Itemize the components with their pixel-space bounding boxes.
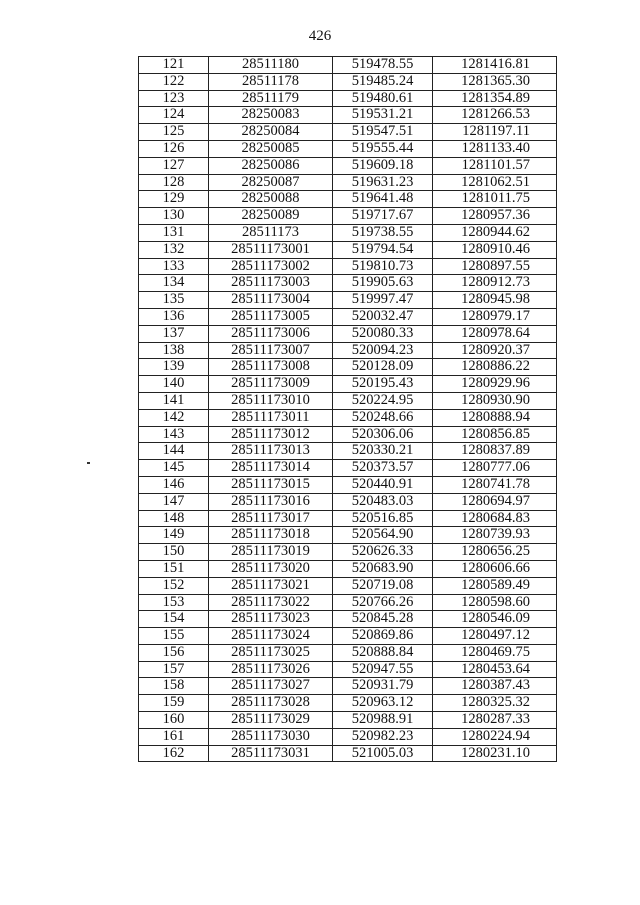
- point-id-cell: 28250083: [209, 107, 333, 124]
- x-coordinate-cell: 519738.55: [333, 224, 433, 241]
- table-row: [139, 376, 557, 393]
- y-coordinate-cell: 1280694.97: [433, 493, 557, 510]
- table-row: [139, 57, 557, 74]
- table-row: [139, 493, 557, 510]
- row-number-cell: 144: [139, 443, 209, 460]
- row-number-cell: 157: [139, 661, 209, 678]
- coordinate-table: [138, 56, 557, 762]
- y-coordinate-cell: 1280739.93: [433, 527, 557, 544]
- y-coordinate-cell: 1280944.62: [433, 224, 557, 241]
- table-row: [139, 745, 557, 762]
- x-coordinate-cell: 519485.24: [333, 73, 433, 90]
- x-coordinate-cell: 520224.95: [333, 392, 433, 409]
- table-row: [139, 325, 557, 342]
- row-number-cell: 155: [139, 628, 209, 645]
- point-id-cell: 28511173023: [209, 611, 333, 628]
- x-coordinate-cell: 519631.23: [333, 174, 433, 191]
- point-id-cell: 28511173027: [209, 678, 333, 695]
- point-id-cell: 28250088: [209, 191, 333, 208]
- row-number-cell: 161: [139, 728, 209, 745]
- point-id-cell: 28511173007: [209, 342, 333, 359]
- table-row: [139, 157, 557, 174]
- x-coordinate-cell: 520719.08: [333, 577, 433, 594]
- row-number-cell: 125: [139, 124, 209, 141]
- table-row: [139, 611, 557, 628]
- point-id-cell: 28511173006: [209, 325, 333, 342]
- row-number-cell: 154: [139, 611, 209, 628]
- table-row: [139, 140, 557, 157]
- table-row: [139, 644, 557, 661]
- point-id-cell: 28511173001: [209, 241, 333, 258]
- table-row: [139, 661, 557, 678]
- row-number-cell: 128: [139, 174, 209, 191]
- row-number-cell: 143: [139, 426, 209, 443]
- point-id-cell: 28511173015: [209, 476, 333, 493]
- x-coordinate-cell: 520982.23: [333, 728, 433, 745]
- table-row: [139, 107, 557, 124]
- y-coordinate-cell: 1280325.32: [433, 695, 557, 712]
- y-coordinate-cell: 1281062.51: [433, 174, 557, 191]
- coordinate-table-body: [139, 57, 557, 762]
- y-coordinate-cell: 1280287.33: [433, 712, 557, 729]
- y-coordinate-cell: 1280910.46: [433, 241, 557, 258]
- y-coordinate-cell: 1280684.83: [433, 510, 557, 527]
- table-row: [139, 560, 557, 577]
- point-id-cell: 28511173030: [209, 728, 333, 745]
- x-coordinate-cell: 520564.90: [333, 527, 433, 544]
- y-coordinate-cell: 1280945.98: [433, 292, 557, 309]
- x-coordinate-cell: 519480.61: [333, 90, 433, 107]
- table-row: [139, 308, 557, 325]
- row-number-cell: 148: [139, 510, 209, 527]
- y-coordinate-cell: 1280224.94: [433, 728, 557, 745]
- row-number-cell: 159: [139, 695, 209, 712]
- x-coordinate-cell: 520947.55: [333, 661, 433, 678]
- row-number-cell: 145: [139, 460, 209, 477]
- table-row: [139, 728, 557, 745]
- point-id-cell: 28250089: [209, 208, 333, 225]
- point-id-cell: 28511173017: [209, 510, 333, 527]
- point-id-cell: 28511173008: [209, 359, 333, 376]
- y-coordinate-cell: 1280979.17: [433, 308, 557, 325]
- y-coordinate-cell: 1281266.53: [433, 107, 557, 124]
- row-number-cell: 127: [139, 157, 209, 174]
- row-number-cell: 135: [139, 292, 209, 309]
- table-row: [139, 292, 557, 309]
- point-id-cell: 28511173018: [209, 527, 333, 544]
- x-coordinate-cell: 520963.12: [333, 695, 433, 712]
- x-coordinate-cell: 520988.91: [333, 712, 433, 729]
- x-coordinate-cell: 519641.48: [333, 191, 433, 208]
- y-coordinate-cell: 1280598.60: [433, 594, 557, 611]
- row-number-cell: 151: [139, 560, 209, 577]
- row-number-cell: 130: [139, 208, 209, 225]
- table-row: [139, 275, 557, 292]
- y-coordinate-cell: 1281197.11: [433, 124, 557, 141]
- y-coordinate-cell: 1280856.85: [433, 426, 557, 443]
- y-coordinate-cell: 1280888.94: [433, 409, 557, 426]
- row-number-cell: 156: [139, 644, 209, 661]
- point-id-cell: 28511173019: [209, 544, 333, 561]
- y-coordinate-cell: 1280453.64: [433, 661, 557, 678]
- table-row: [139, 577, 557, 594]
- point-id-cell: 28511173031: [209, 745, 333, 762]
- table-row: [139, 90, 557, 107]
- point-id-cell: 28511173: [209, 224, 333, 241]
- table-row: [139, 208, 557, 225]
- table-row: [139, 359, 557, 376]
- point-id-cell: 28511173026: [209, 661, 333, 678]
- x-coordinate-cell: 520080.33: [333, 325, 433, 342]
- y-coordinate-cell: 1280930.90: [433, 392, 557, 409]
- x-coordinate-cell: 520626.33: [333, 544, 433, 561]
- table-row: [139, 628, 557, 645]
- row-number-cell: 122: [139, 73, 209, 90]
- y-coordinate-cell: 1281354.89: [433, 90, 557, 107]
- row-number-cell: 160: [139, 712, 209, 729]
- row-number-cell: 141: [139, 392, 209, 409]
- x-coordinate-cell: 520032.47: [333, 308, 433, 325]
- table-row: [139, 258, 557, 275]
- point-id-cell: 28511173011: [209, 409, 333, 426]
- row-number-cell: 153: [139, 594, 209, 611]
- point-id-cell: 28511173021: [209, 577, 333, 594]
- y-coordinate-cell: 1280886.22: [433, 359, 557, 376]
- row-number-cell: 124: [139, 107, 209, 124]
- x-coordinate-cell: 519905.63: [333, 275, 433, 292]
- x-coordinate-cell: 519794.54: [333, 241, 433, 258]
- table-row: [139, 342, 557, 359]
- point-id-cell: 28511173002: [209, 258, 333, 275]
- row-number-cell: 147: [139, 493, 209, 510]
- row-number-cell: 140: [139, 376, 209, 393]
- y-coordinate-cell: 1280387.43: [433, 678, 557, 695]
- y-coordinate-cell: 1280897.55: [433, 258, 557, 275]
- x-coordinate-cell: 521005.03: [333, 745, 433, 762]
- row-number-cell: 137: [139, 325, 209, 342]
- y-coordinate-cell: 1280837.89: [433, 443, 557, 460]
- x-coordinate-cell: 520330.21: [333, 443, 433, 460]
- y-coordinate-cell: 1280469.75: [433, 644, 557, 661]
- table-row: [139, 224, 557, 241]
- row-number-cell: 162: [139, 745, 209, 762]
- x-coordinate-cell: 519555.44: [333, 140, 433, 157]
- point-id-cell: 28250084: [209, 124, 333, 141]
- stray-dot: [87, 462, 90, 464]
- table-row: [139, 124, 557, 141]
- point-id-cell: 28511173003: [209, 275, 333, 292]
- row-number-cell: 136: [139, 308, 209, 325]
- point-id-cell: 28511173025: [209, 644, 333, 661]
- x-coordinate-cell: 520888.84: [333, 644, 433, 661]
- x-coordinate-cell: 520094.23: [333, 342, 433, 359]
- row-number-cell: 132: [139, 241, 209, 258]
- table-row: [139, 460, 557, 477]
- y-coordinate-cell: 1280777.06: [433, 460, 557, 477]
- table-row: [139, 409, 557, 426]
- table-row: [139, 241, 557, 258]
- x-coordinate-cell: 520128.09: [333, 359, 433, 376]
- row-number-cell: 150: [139, 544, 209, 561]
- row-number-cell: 121: [139, 57, 209, 74]
- table-row: [139, 174, 557, 191]
- row-number-cell: 146: [139, 476, 209, 493]
- row-number-cell: 126: [139, 140, 209, 157]
- point-id-cell: 28250086: [209, 157, 333, 174]
- y-coordinate-cell: 1280741.78: [433, 476, 557, 493]
- y-coordinate-cell: 1280978.64: [433, 325, 557, 342]
- x-coordinate-cell: 520440.91: [333, 476, 433, 493]
- y-coordinate-cell: 1280912.73: [433, 275, 557, 292]
- x-coordinate-cell: 519717.67: [333, 208, 433, 225]
- y-coordinate-cell: 1280497.12: [433, 628, 557, 645]
- row-number-cell: 123: [139, 90, 209, 107]
- point-id-cell: 28511173028: [209, 695, 333, 712]
- table-row: [139, 476, 557, 493]
- x-coordinate-cell: 520248.66: [333, 409, 433, 426]
- point-id-cell: 28511173009: [209, 376, 333, 393]
- point-id-cell: 28511173004: [209, 292, 333, 309]
- x-coordinate-cell: 519609.18: [333, 157, 433, 174]
- row-number-cell: 139: [139, 359, 209, 376]
- x-coordinate-cell: 519810.73: [333, 258, 433, 275]
- x-coordinate-cell: 520766.26: [333, 594, 433, 611]
- table-row: [139, 73, 557, 90]
- point-id-cell: 28250087: [209, 174, 333, 191]
- table-row: [139, 426, 557, 443]
- y-coordinate-cell: 1280231.10: [433, 745, 557, 762]
- y-coordinate-cell: 1281365.30: [433, 73, 557, 90]
- table-row: [139, 392, 557, 409]
- x-coordinate-cell: 519997.47: [333, 292, 433, 309]
- row-number-cell: 142: [139, 409, 209, 426]
- y-coordinate-cell: 1280546.09: [433, 611, 557, 628]
- row-number-cell: 152: [139, 577, 209, 594]
- row-number-cell: 131: [139, 224, 209, 241]
- point-id-cell: 28511173022: [209, 594, 333, 611]
- y-coordinate-cell: 1281101.57: [433, 157, 557, 174]
- row-number-cell: 129: [139, 191, 209, 208]
- row-number-cell: 133: [139, 258, 209, 275]
- point-id-cell: 28511179: [209, 90, 333, 107]
- table-row: [139, 695, 557, 712]
- point-id-cell: 28511173024: [209, 628, 333, 645]
- y-coordinate-cell: 1280957.36: [433, 208, 557, 225]
- table-row: [139, 594, 557, 611]
- row-number-cell: 134: [139, 275, 209, 292]
- x-coordinate-cell: 520483.03: [333, 493, 433, 510]
- y-coordinate-cell: 1281416.81: [433, 57, 557, 74]
- table-row: [139, 510, 557, 527]
- row-number-cell: 138: [139, 342, 209, 359]
- row-number-cell: 149: [139, 527, 209, 544]
- x-coordinate-cell: 520869.86: [333, 628, 433, 645]
- table-row: [139, 544, 557, 561]
- table-row: [139, 712, 557, 729]
- point-id-cell: 28511173016: [209, 493, 333, 510]
- x-coordinate-cell: 520845.28: [333, 611, 433, 628]
- point-id-cell: 28511173014: [209, 460, 333, 477]
- x-coordinate-cell: 519531.21: [333, 107, 433, 124]
- y-coordinate-cell: 1280929.96: [433, 376, 557, 393]
- y-coordinate-cell: 1280589.49: [433, 577, 557, 594]
- point-id-cell: 28250085: [209, 140, 333, 157]
- y-coordinate-cell: 1280606.66: [433, 560, 557, 577]
- point-id-cell: 28511180: [209, 57, 333, 74]
- table-row: [139, 527, 557, 544]
- x-coordinate-cell: 520683.90: [333, 560, 433, 577]
- point-id-cell: 28511173012: [209, 426, 333, 443]
- point-id-cell: 28511173020: [209, 560, 333, 577]
- page-number: 426: [308, 28, 332, 44]
- x-coordinate-cell: 519478.55: [333, 57, 433, 74]
- x-coordinate-cell: 520195.43: [333, 376, 433, 393]
- x-coordinate-cell: 520931.79: [333, 678, 433, 695]
- point-id-cell: 28511173005: [209, 308, 333, 325]
- table-row: [139, 443, 557, 460]
- point-id-cell: 28511178: [209, 73, 333, 90]
- point-id-cell: 28511173013: [209, 443, 333, 460]
- x-coordinate-cell: 520516.85: [333, 510, 433, 527]
- point-id-cell: 28511173029: [209, 712, 333, 729]
- y-coordinate-cell: 1281011.75: [433, 191, 557, 208]
- x-coordinate-cell: 520306.06: [333, 426, 433, 443]
- y-coordinate-cell: 1280656.25: [433, 544, 557, 561]
- y-coordinate-cell: 1281133.40: [433, 140, 557, 157]
- y-coordinate-cell: 1280920.37: [433, 342, 557, 359]
- row-number-cell: 158: [139, 678, 209, 695]
- point-id-cell: 28511173010: [209, 392, 333, 409]
- table-row: [139, 191, 557, 208]
- x-coordinate-cell: 520373.57: [333, 460, 433, 477]
- table-row: [139, 678, 557, 695]
- x-coordinate-cell: 519547.51: [333, 124, 433, 141]
